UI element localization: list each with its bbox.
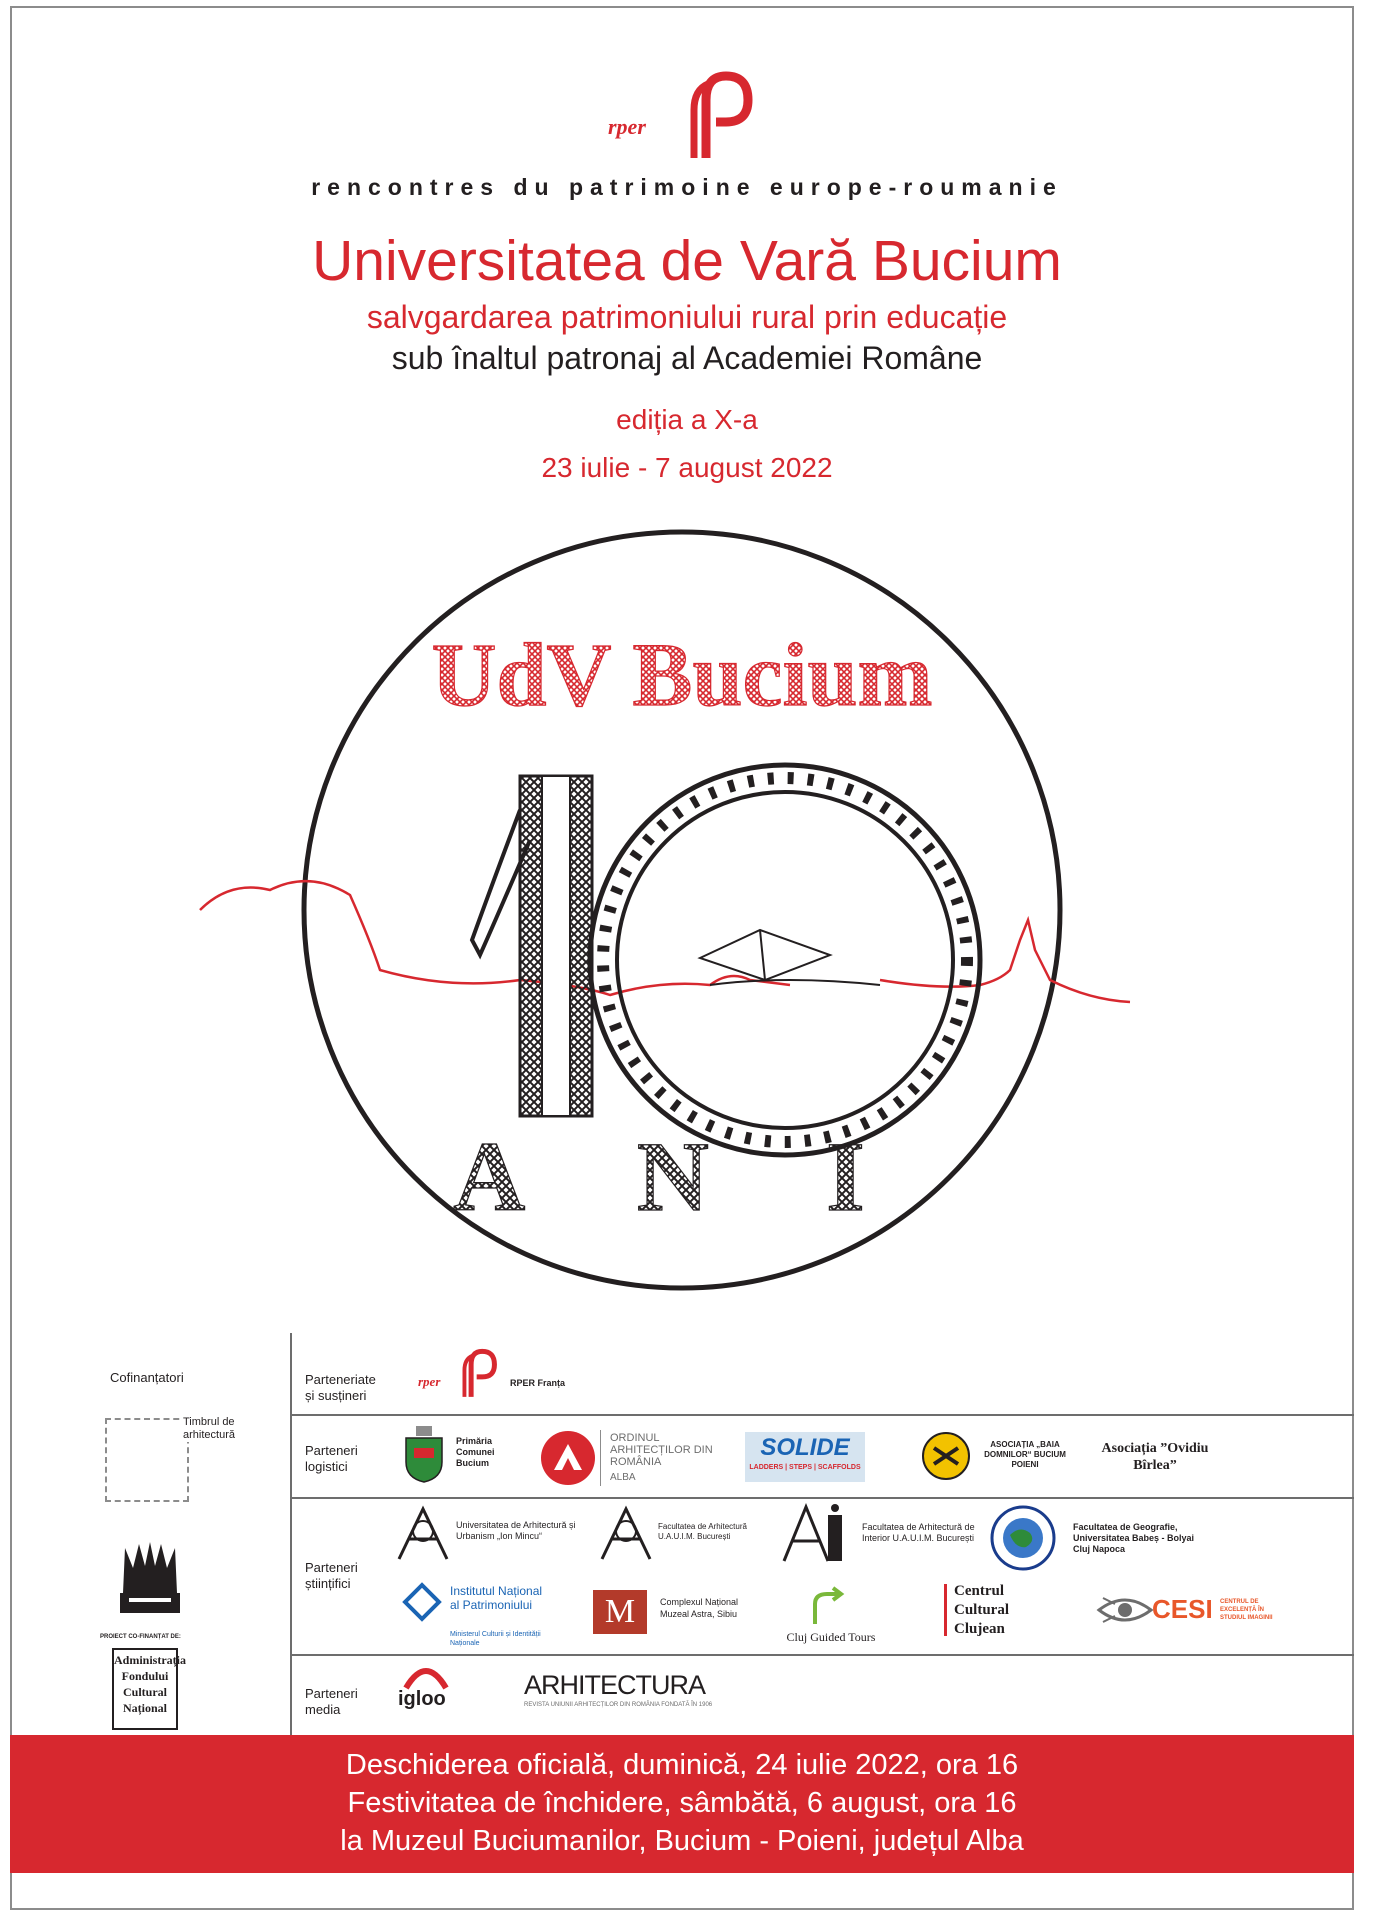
rper-franta-name: RPER Franța [510,1378,566,1388]
arhitectura-tagline: REVISTA UNIUNII ARHITECȚILOR DIN ROMÂNIA FONDATĂ ÎN 1906 [524,1702,713,1708]
cofinantatori-label: Cofinanțatori [110,1370,184,1385]
rper-small-p-icon [460,1348,500,1398]
rper-small-logo-text: rper [418,1374,441,1389]
geografie-ubb-name: Facultatea de Geografie, Universitatea Babeș - Bolyai Cluj Napoca [1073,1522,1195,1554]
uauim-logo-icon [393,1505,453,1561]
oar-name: ORDINUL ARHITECȚILOR DIN ROMÂNIA [610,1432,713,1468]
fai-uauim-logo-icon [778,1503,846,1563]
sponsor-divider-1 [290,1414,1354,1416]
ovidiu-birlea-name: Asociația ”Ovidiu Bîrlea” [1101,1441,1209,1473]
primaria-bucium-name: Primăria Comunei Bucium [456,1436,495,1468]
baia-domnilor-logo-icon [922,1432,970,1480]
igloo-dome-icon [404,1664,448,1688]
oar-logo-icon [540,1430,596,1486]
fai-uauim-name: Facultatea de Arhitectură de Interior U.A.U.I.M. București [862,1522,975,1543]
cesi-name: CESI [1152,1594,1213,1624]
astra-logo-icon: M [593,1590,647,1634]
arhitectura-name: ARHITECTURA [524,1670,706,1700]
footer-opening-line: Deschiderea oficială, duminică, 24 iulie 2022, ora 16 [345,1749,1019,1781]
solide-name: SOLIDE [760,1434,850,1461]
sponsor-divider-vertical [290,1333,292,1735]
sponsor-divider-3 [290,1654,1354,1656]
org-line: rencontres du patrimoine europe-roumanie [311,174,1063,200]
footer-closing-line: Festivitatea de închidere, sâmbătă, 6 august, ora 16 [347,1787,1017,1819]
rper-logo-text: rper [608,114,646,139]
sponsor-divider-2 [290,1497,1354,1499]
afcn-tag: PROIECT CO-FINANȚAT DE: [100,1634,181,1640]
bucium-coat-of-arms-icon [402,1424,446,1484]
horizon-line [200,881,1130,1002]
geografie-ubb-logo-icon [990,1505,1056,1571]
footer-banner [10,1735,1354,1873]
oar-alba: ALBA [610,1472,636,1483]
emblem-bottom-text: A N I [453,1121,911,1232]
subtitle: salvgardarea patrimoniului rural prin educație [366,299,1008,335]
emblem-top-text: UdV Bucium [431,626,933,725]
solide-tagline: LADDERS | STEPS | SCAFFOLDS [749,1464,861,1471]
row-label-stiintifici: Parteneri științifici [305,1560,358,1591]
rper-small-logo [418,1348,508,1398]
uauim-name: Universitatea de Arhitectură și Urbanism „Ion Mincu“ [456,1520,576,1541]
rper-p-icon [686,70,758,160]
row-label-media: Parteneri media [305,1686,358,1717]
rper-logo [608,70,758,160]
centrul-cultural-clujean-name: Centrul Cultural Clujean [954,1583,1010,1637]
cluj-guided-tours-name: Cluj Guided Tours [786,1630,876,1644]
baia-domnilor-name: ASOCIAȚIA „BAIA DOMNILOR“ BUCIUM POIENI [984,1440,1066,1469]
stamp-label: Timbrul de arhitectură [183,1416,253,1442]
page-title: Universitatea de Vară Bucium [312,229,1062,293]
fa-uauim-logo-icon [596,1505,656,1561]
footer-location-line: la Muzeul Buciumanilor, Bucium - Poieni, județul Alba [340,1825,1024,1857]
cesi-tagline: CENTRUL DE EXCELENȚĂ ÎN STUDIUL IMAGINII [1220,1599,1273,1621]
cluj-guided-tours-icon [805,1584,851,1628]
numeral-one [472,776,592,1116]
row-label-logistici: Parteneri logistici [305,1443,358,1474]
igloo-name: igloo [398,1688,446,1710]
architecture-stamp-icon [115,1538,185,1618]
solide-logo [745,1432,865,1482]
patronage-line: sub înaltul patronaj al Academiei Române [391,340,983,376]
numeral-zero-wreath [590,765,980,1155]
row-label-parteneriate: Parteneriate și susțineri [305,1372,376,1403]
edition-line: ediția a X-a [616,404,758,435]
afcn-logo: Administrația Fondului Cultural Național [112,1648,178,1730]
stamp-placeholder [105,1418,189,1502]
astra-name: Complexul Național Muzeal Astra, Sibiu [660,1597,739,1619]
dates-line: 23 iulie - 7 august 2022 [541,452,833,483]
inp-ministry: Ministerul Culturii și Identității Naționale [450,1631,541,1647]
ccc-accent-bar [944,1584,947,1636]
inp-logo-icon [402,1582,442,1622]
oar-divider [600,1430,601,1486]
inp-name: Institutul Național al Patrimoniului [450,1584,543,1612]
emblem-graphic [190,510,1140,1310]
fa-uauim-name: Facultatea de Arhitectură U.A.U.I.M. București [658,1522,747,1541]
cesi-eye-icon [1095,1590,1155,1630]
